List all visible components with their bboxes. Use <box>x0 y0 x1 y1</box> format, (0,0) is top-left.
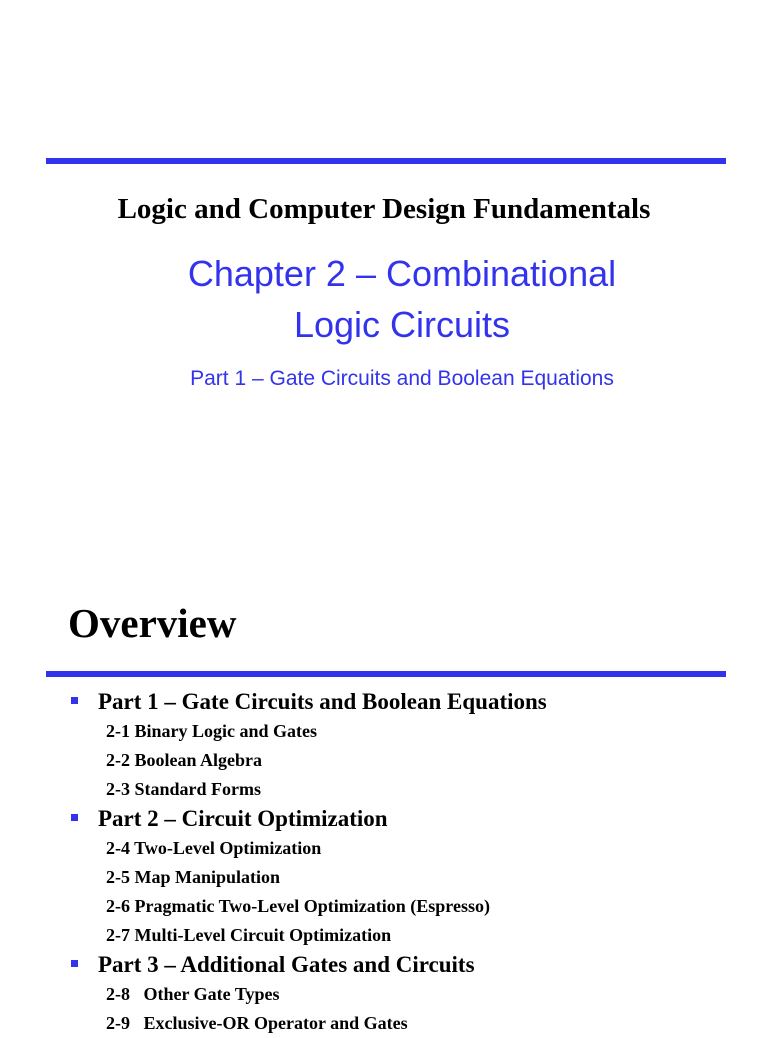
square-bullet-icon <box>71 814 78 821</box>
section-item: 2-7 Multi-Level Circuit Optimization <box>106 925 392 945</box>
section-list <box>98 980 728 1038</box>
part-label: Part 2 – Circuit Optimization <box>98 806 388 831</box>
overview-rule <box>46 671 726 677</box>
section-item: 2-8 Other Gate Types <box>106 984 280 1004</box>
outline-part <box>68 687 728 804</box>
section-item: 2-6 Pragmatic Two-Level Optimization (Espresso) <box>106 896 490 916</box>
part-subtitle: Part 1 – Gate Circuits and Boolean Equations <box>190 367 614 390</box>
part-label: Part 1 – Gate Circuits and Boolean Equations <box>98 689 547 714</box>
title-rule <box>46 158 726 164</box>
overview-slide <box>0 512 768 1033</box>
section-item: 2-5 Map Manipulation <box>106 867 281 887</box>
title-slide <box>0 0 768 512</box>
section-item: 2-4 Two-Level Optimization <box>106 838 322 858</box>
chapter-title-line2: Logic Circuits <box>293 304 511 345</box>
section-list <box>98 834 728 950</box>
section-item: 2-3 Standard Forms <box>106 779 262 799</box>
chapter-title <box>0 248 768 350</box>
section-list <box>98 717 728 804</box>
part-label: Part 3 – Additional Gates and Circuits <box>98 952 475 977</box>
overview-outline <box>68 687 728 1038</box>
chapter-title-line1: Chapter 2 – Combinational <box>187 253 617 294</box>
square-bullet-icon <box>71 960 78 967</box>
course-title: Logic and Computer Design Fundamentals <box>117 193 651 225</box>
section-item: 2-2 Boolean Algebra <box>106 750 262 770</box>
overview-title: Overview <box>68 600 237 646</box>
outline-part <box>68 950 728 1038</box>
section-item: 2-9 Exclusive-OR Operator and Gates <box>106 1013 408 1033</box>
square-bullet-icon <box>71 697 78 704</box>
outline-part <box>68 804 728 950</box>
section-item: 2-1 Binary Logic and Gates <box>106 721 318 741</box>
